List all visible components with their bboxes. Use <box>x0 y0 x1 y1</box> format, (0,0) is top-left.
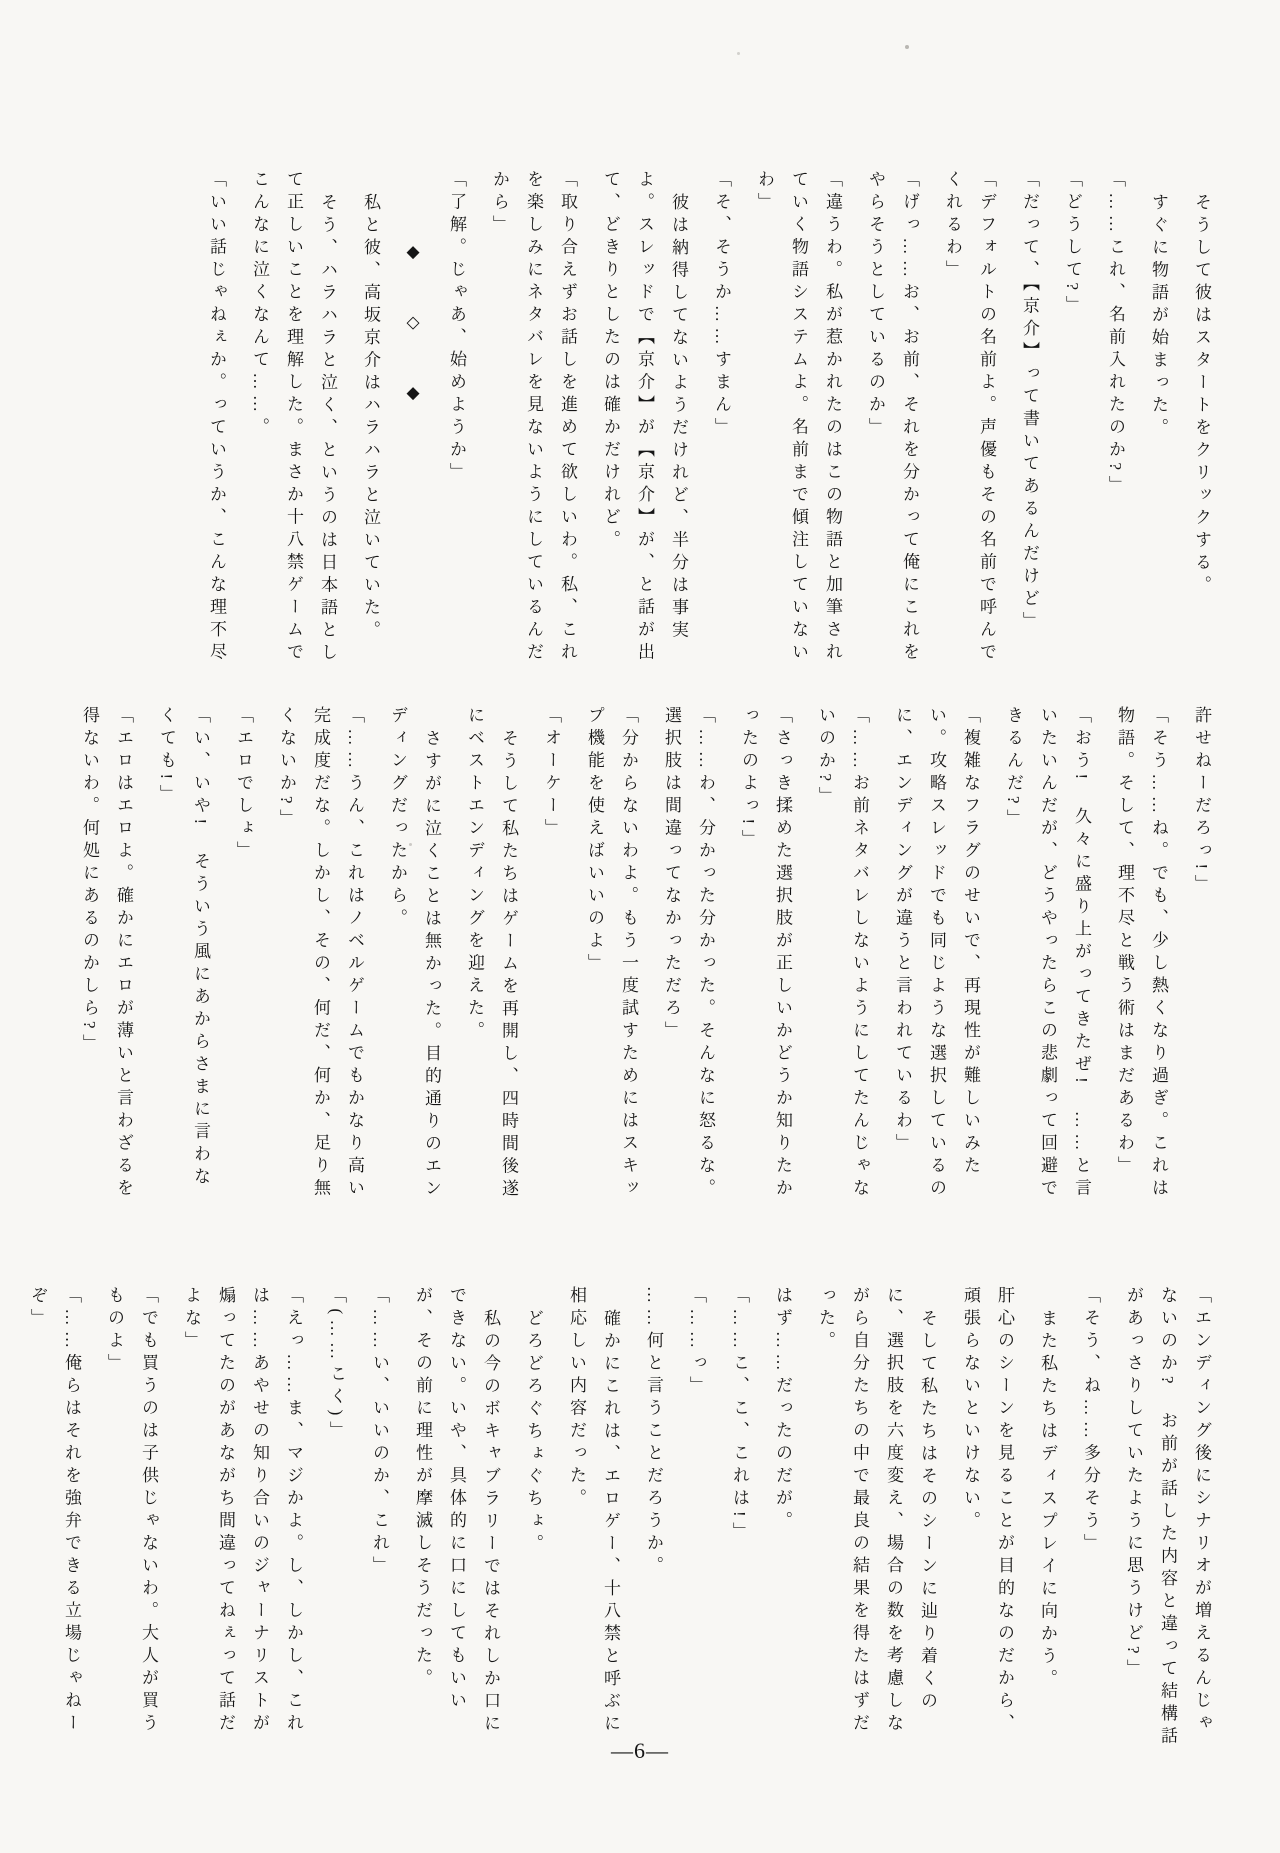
paragraph: 「でも買うのは子供じゃないわ。大人が買うものよ」 <box>105 1286 158 1736</box>
text-band-bottom <box>28 1286 1218 1751</box>
scan-speck <box>737 52 740 55</box>
paragraph: 「了解。じゃあ、始めようか」 <box>447 170 466 485</box>
paragraph: 「どうして?」 <box>1063 170 1082 319</box>
paragraph: 「……うん、これはノベルゲームでもかなり高い完成度だな。しかし、その、何だ、何か、足り無くないか?」 <box>277 706 364 1201</box>
paragraph: どろどろぐちょぐちょ。 <box>524 1309 543 1557</box>
paragraph: 「そう……ね。でも、少し熱くなり過ぎ。これは物語。そして、理不尽と戦う術はまだあるわ」 <box>1115 706 1168 1201</box>
paragraph: 「エンディング後にシナリオが増えるんじゃないのか? お前が話した内容と違って結構話があっさりしていたように思うけど?」 <box>1124 1286 1211 1750</box>
paragraph: 「そう、ね……多分そう」 <box>1081 1286 1100 1556</box>
paragraph: 「取り合えずお話しを進めて欲しいわ。私、これを楽しみにネタバレを見ないようにしているんだから」 <box>490 170 577 665</box>
paragraph: はず……だったのだが。 <box>773 1286 792 1534</box>
text-band-middle <box>62 706 1218 1211</box>
section-divider: ◆ ◇ ◆ <box>404 242 423 409</box>
paragraph: 「複雑なフラグのせいで、再現性が難しいみたい。攻略スレッドでも同じような選択しているのに、エンディングが違うと言われているわ」 <box>893 706 980 1201</box>
paragraph: 確かにこれは、エロゲー、十八禁と呼ぶに相応しい内容だった。 <box>567 1286 620 1737</box>
paragraph: 「げっ……お、お前、それを分かって俺にこれをやらそうとしているのか」 <box>866 170 919 665</box>
paragraph: そうして私たちはゲームを再開し、四時間後遂にベストエンディングを迎えた。 <box>465 706 518 1202</box>
paragraph: 「……っ」 <box>687 1286 706 1399</box>
paragraph: さすがに泣くことは無かった。目的通りのエンディングだったから。 <box>388 706 441 1202</box>
paragraph: 「デフォルトの名前よ。声優もその名前で呼んでくれるわ」 <box>943 170 996 665</box>
paragraph: 「だって、【京介】って書いてあるんだけど」 <box>1020 170 1039 634</box>
paragraph: 「エロはエロよ。確かにエロが薄いと言わざるを得ないわ。何処にあるのかしら?」 <box>80 706 133 1201</box>
paragraph: 肝心のシーンを見ることが目的なのだから、頑張らないといけない。 <box>961 1286 1014 1736</box>
paragraph: 「そ、そうか……すまん」 <box>712 170 731 440</box>
page-number: ―6― <box>611 1738 669 1763</box>
paragraph: そして私たちはそのシーンに辿り着くのに、選択肢を六度変え、場合の数を考慮しながら自分たちの中で最良の結果を得たはずだった。 <box>816 1286 937 1736</box>
paragraph: 「……こ、こ、これは!」 <box>730 1286 749 1545</box>
paragraph: ……何と言うことだろうか。 <box>644 1286 663 1579</box>
paragraph: 「分からないわよ。もう一度試すためにはスキップ機能を使えばいいのよ」 <box>585 706 638 1201</box>
paragraph: 「おう! 久々に盛り上がってきたぜ! ……と言いたいんだが、どうやったらこの悲劇って回避できるんだ?」 <box>1004 706 1091 1201</box>
paragraph: そう、ハラハラと泣く、というのは日本語として正しいことを理解した。まさか十八禁ゲームでこんなに泣くなんて……。 <box>250 170 337 666</box>
paragraph: 「(……こく)」 <box>327 1286 346 1444</box>
paragraph: 「……これ、名前入れたのか?」 <box>1106 170 1125 499</box>
paragraph: すぐに物語が始まった。 <box>1149 193 1168 441</box>
paragraph: 「違うわ。私が惹かれたのはこの物語と加筆されていく物語システムよ。名前まで傾注していないわ」 <box>755 170 842 665</box>
paragraph: また私たちはディスプレイに向かう。 <box>1038 1309 1057 1692</box>
paragraph: 「オーケー」 <box>542 706 561 841</box>
text-band-top <box>62 170 1218 675</box>
paragraph: 「えっ……ま、マジかよ。し、しかし、これは……あやせの知り合いのジャーナリストが煽ってたのがあながち間違ってねぇって話だよな」 <box>182 1286 303 1736</box>
paragraph: 「……わ、分かった分かった。そんなに怒るな。選択肢は間違ってなかっただろ」 <box>662 706 715 1201</box>
paragraph: そうして彼はスタートをクリックする。 <box>1192 193 1211 598</box>
paragraph: 「……お前ネタバレしないようにしてたんじゃないのか?」 <box>816 706 869 1201</box>
paragraph: 私の今のボキャブラリーではそれしか口にできない。いや、具体的に口にしてもいいが、その前に理性が摩滅しそうだった。 <box>413 1286 500 1737</box>
paragraph: 「いい話じゃねぇか。っていうか、こんな理不尽 <box>207 170 226 665</box>
scan-speck <box>905 45 909 49</box>
paragraph: 彼は納得してないようだけれど、半分は事実よ。スレッドで【京介】が【京介】が、と話が出て、どきりとしたのは確かだけれど。 <box>601 170 688 665</box>
paragraph: 「さっき揉めた選択肢が正しいかどうか知りたかったのよっ!」 <box>739 706 792 1201</box>
paragraph: 私と彼、高坂京介はハラハラと泣いていた。 <box>361 193 380 643</box>
paragraph: 「い、いや! そういう風にあからさまに言わなくても!」 <box>157 706 210 1190</box>
paragraph: 「エロでしょ」 <box>234 706 253 864</box>
paragraph: 「……俺らはそれを強弁できる立場じゃねーぞ」 <box>28 1286 81 1736</box>
paragraph: 「……い、いいのか、これ」 <box>370 1286 389 1579</box>
paragraph: 許せねーだろっ!」 <box>1192 706 1211 898</box>
